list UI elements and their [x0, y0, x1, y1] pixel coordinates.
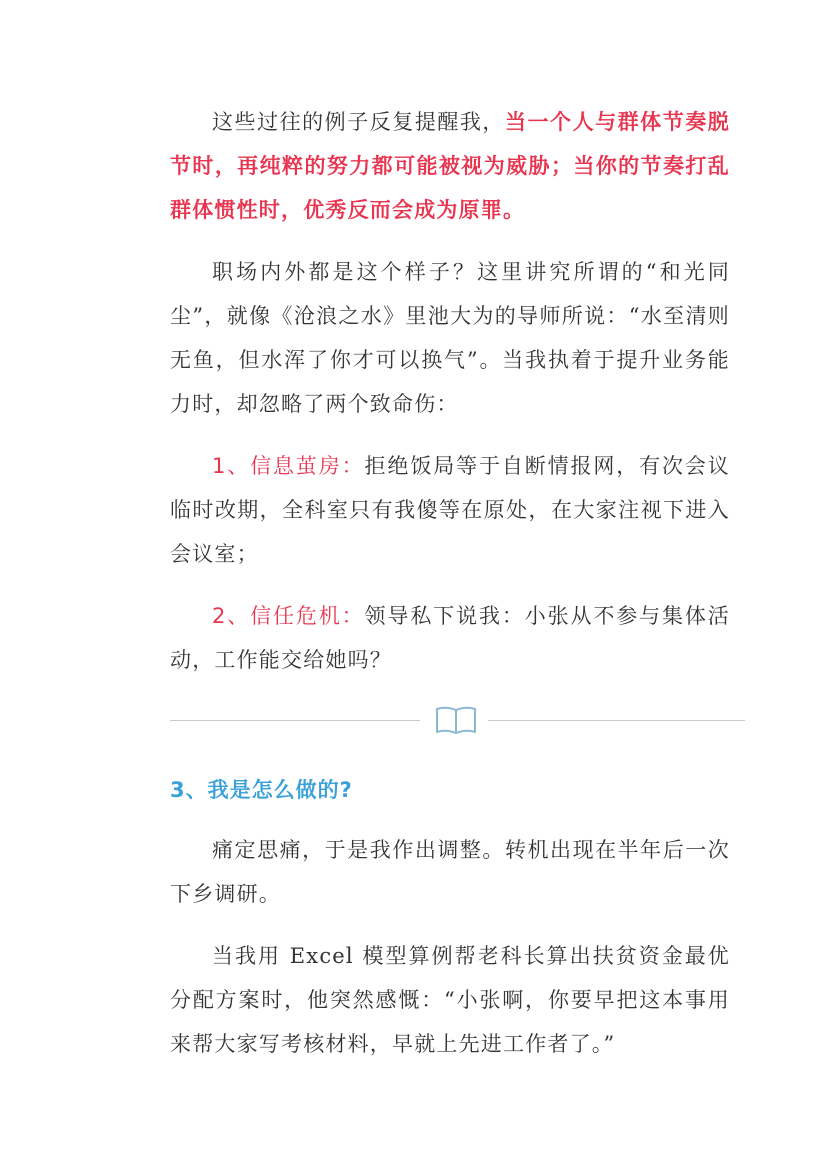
section-heading: 3、我是怎么做的? [170, 778, 353, 802]
divider-line-left [170, 720, 420, 721]
paragraph-3-lead: 1、信息茧房： [212, 454, 365, 478]
paragraph-4 [170, 594, 730, 682]
paragraph-3-body: 拒绝饭局等于自断情报网，有次会议临时改期，全科室只有我傻等在原处，在大家注视下进入会议室； [170, 454, 730, 566]
paragraph-6: 当我用 Excel 模型算例帮老科长算出扶贫资金最优分配方案时，他突然感慨：“小张啊，你要早把这本事用来帮大家写考核材料，早就上先进工作者了。” [170, 944, 730, 1056]
paragraph-1-lead: 这些过往的例子反复提醒我， [212, 110, 505, 134]
article-body [170, 100, 730, 1084]
paragraph-2: 职场内外都是这个样子？这里讲究所谓的“和光同尘”，就像《沧浪之水》里池大为的导师所说：“水至清则无鱼，但水浑了你才可以换气”。当我执着于提升业务能力时，却忽略了两个致命伤： [170, 260, 730, 416]
section-divider [170, 700, 730, 740]
open-book-icon [434, 704, 478, 736]
paragraph-4-lead: 2、信任危机： [212, 604, 365, 628]
paragraph-4-body: 领导私下说我：小张从不参与集体活动，工作能交给她吗？ [170, 604, 730, 672]
paragraph-1-highlight: 当一个人与群体节奏脱节时，再纯粹的努力都可能被视为威胁；当你的节奏打乱群体惯性时，优秀反而会成为原罪。 [170, 110, 730, 222]
divider-line-right [488, 720, 745, 721]
paragraph-5: 痛定思痛，于是我作出调整。转机出现在半年后一次下乡调研。 [170, 838, 730, 906]
paragraph-1 [170, 100, 730, 232]
paragraph-3 [170, 444, 730, 576]
